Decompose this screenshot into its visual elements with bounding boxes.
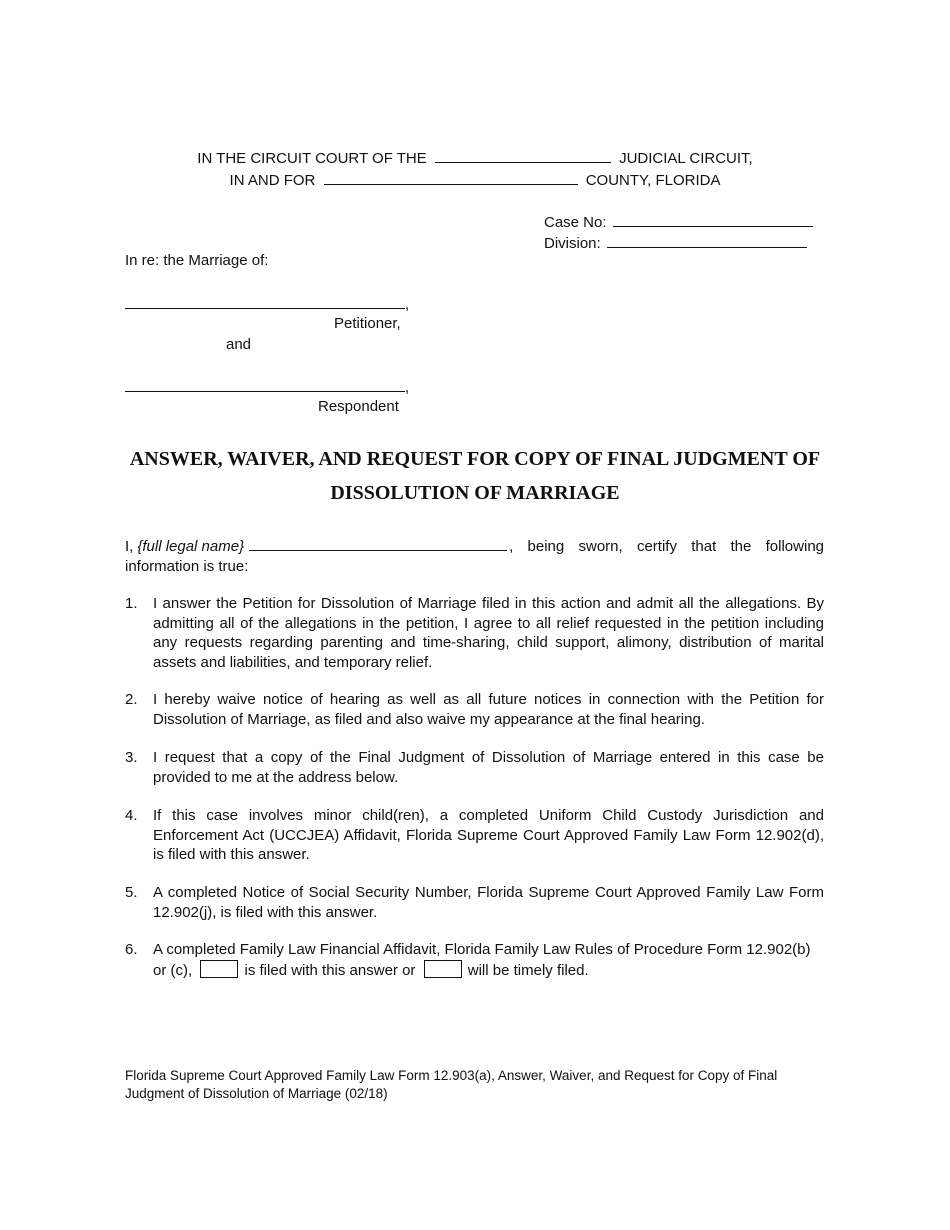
petitioner-name-field[interactable] [125,293,405,309]
item-number: 3. [125,749,138,766]
footer-line-1: Florida Supreme Court Approved Family Law Form 12.903(a), Answer, Waiver, and Request for Copy of Final [125,1068,778,1083]
item-number: 2. [125,691,138,708]
list-item [125,594,824,672]
respondent-comma: , [405,379,410,396]
list-item [125,883,824,922]
list-item [125,806,824,865]
intro-suffix: , being sworn, certify that the following [509,538,824,555]
petitioner-name-row [125,293,409,313]
full-legal-name-field[interactable] [249,535,507,551]
county-prefix: IN AND FOR [229,172,316,189]
court-suffix: JUDICIAL CIRCUIT, [619,150,753,167]
list-item [125,748,824,787]
form-title [120,442,830,510]
footer-line-2: Judgment of Dissolution of Marriage (02/18) [125,1086,388,1101]
item-number: 4. [125,807,138,824]
item-text [153,940,824,980]
item6-part-c: will be timely filed. [467,961,589,979]
item-text: I hereby waive notice of hearing as well as all future notices in connection with the Petition for Dissolution of Marriage, as filed and also waive my appearance at the final hearing. [153,691,824,728]
item-text: I request that a copy of the Final Judgment of Dissolution of Marriage entered in this case be provided to me at the address below. [153,749,824,786]
item-number: 6. [125,941,138,958]
item6-part-b: is filed with this answer or [244,961,416,979]
respondent-name-field[interactable] [125,376,405,392]
court-header-line-1 [0,147,950,167]
form-title-line-1: ANSWER, WAIVER, AND REQUEST FOR COPY OF FINAL JUDGMENT OF [129,448,821,470]
intro-prefix: I, [125,538,134,555]
respondent-label: Respondent [318,398,399,415]
form-footer [125,1067,825,1103]
filed-with-answer-checkbox[interactable] [200,960,238,978]
county-field[interactable] [324,169,578,185]
division-field[interactable] [607,232,807,248]
in-re-label: In re: the Marriage of: [125,252,269,269]
court-header-line-2 [0,169,950,189]
county-suffix: COUNTY, FLORIDA [585,172,721,189]
list-item [125,690,824,729]
item6-part-a: or (c), [153,961,193,979]
item6-line-1: A completed Family Law Financial Affidavit, Florida Family Law Rules of Procedure Form 12.902(b) [153,941,811,958]
petitioner-label: Petitioner, [334,315,401,332]
case-no-label: Case No: [544,214,607,231]
name-hint: {full legal name} [137,538,245,555]
case-no-field[interactable] [613,211,813,227]
court-prefix: IN THE CIRCUIT COURT OF THE [197,150,427,167]
case-no-row [544,211,817,231]
timely-filed-checkbox[interactable] [424,960,462,978]
division-row [544,232,811,252]
judicial-circuit-field[interactable] [435,147,611,163]
form-title-line-2: DISSOLUTION OF MARRIAGE [330,482,620,504]
intro-statement [125,535,824,576]
petitioner-comma: , [405,296,410,313]
intro-line-1 [125,535,824,557]
intro-line-2: information is true: [125,557,249,575]
division-label: Division: [544,235,601,252]
item-number: 5. [125,884,138,901]
item-text: I answer the Petition for Dissolution of Marriage filed in this action and admit all the allegations. By admitting all of the allegations in the petition, I agree to all relief requested in the petition including any requests regarding parenting and time-sharing, child support, alimony, distribution of marital assets and liabilities, and temporary relief. [153,595,824,671]
item-text: A completed Notice of Social Security Number, Florida Supreme Court Approved Family Law Form 12.902(j), is filed with this answer. [153,884,824,921]
item-number: 1. [125,595,138,612]
list-item-financial-affidavit [125,940,824,980]
respondent-name-row [125,376,409,396]
item-text: If this case involves minor child(ren), a completed Uniform Child Custody Jurisdiction and Enforcement Act (UCCJEA) Affidavit, Florida Supreme Court Approved Family Law Form 12.902(d), is filed with this answer. [153,807,824,863]
and-label: and [226,336,252,353]
